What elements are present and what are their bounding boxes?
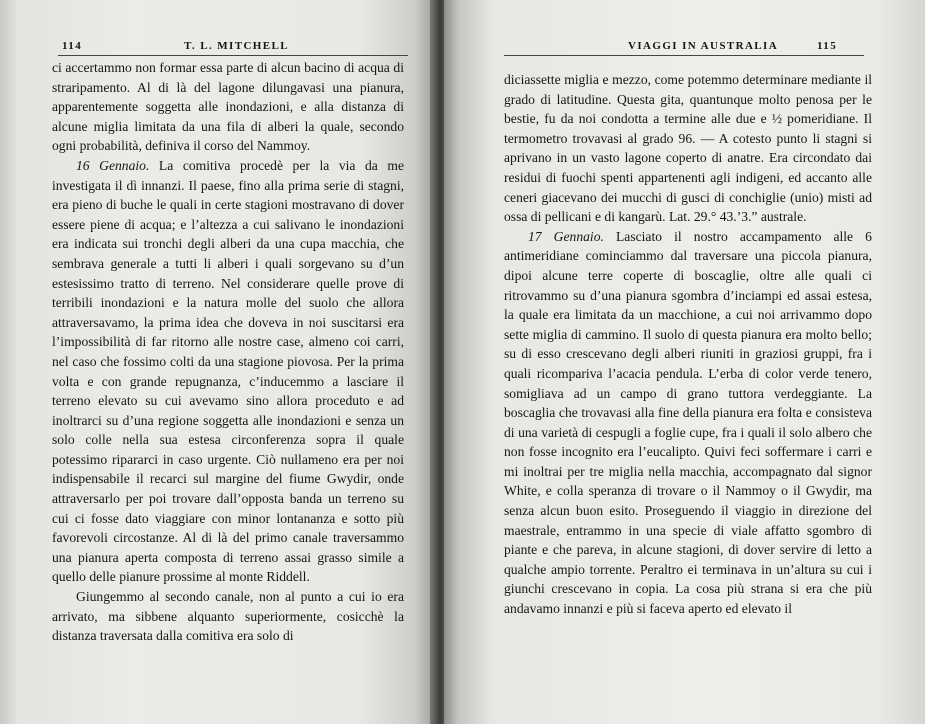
right-running-head: VIAGGI IN AUSTRALIA: [628, 40, 779, 52]
paragraph-text: ci accertammo non formar essa parte di alcun bacino di acqua di straripamento. Al di là del lagone dilungavasi una pianura, apparentemente soggetta alle inondazioni, e alla distanza di alcune miglia limitata da una fila di alberi la quale, secondo ogni probabilità, definiva il corso del Nammoy.: [52, 60, 404, 154]
left-page-number: 114: [62, 40, 83, 52]
paragraph-text: La comitiva procedè per la via da me investigata il dì innanzi. Il paese, fino alla prima serie di stagni, era pieno di buche le quali in certe stagioni mostravano di dover essere piene di acqua; e l’altezza a cui salivano le inondazioni era indicata sui tronchi degli alberi da una cupa macchia, che sembrava generale a tutti li alberi i quali sorgevano su d’un estesissimo tratto di terreno. Nel considerare quelle prove di terribili inondazioni e la natura molle del suolo che allora attraversavamo, la prima idea che doveva in noi suscitarsi era l’impossibilità di far ritorno alle nostre case, almeno coi carri, nel caso che fossimo colti da una stagione piovosa. Per la prima volta e con grande repugnanza, c’inducemmo a lasciare il terreno elevato su cui avevamo sino allora proceduto e ad inoltrarci su d’una regione soggetta alle inondazioni e senza un solo colle nella sua estesa circonferenza sopra il quale potessimo ripararci in caso urgente. Ciò nullameno era per noi indispensabile il recarci sul margine del fiume Gwydir, onde attraversarlo per poi trovare dall’opposta banda un terreno su cui ci fosse dato viaggiare con minor lontananza e sotto più favorevoli circostanze. Al di là del primo canale traversammo una pianura aperta composta di terreno assai grasso simile a quello delle pianure prossime al monte Riddell.: [52, 157, 404, 585]
paragraph-text: diciassette miglia e mezzo, come potemmo determinare mediante il grado di latitudine. Questa gita, quantunque molto penosa per le bestie, fu da noi condotta a termine alle due e ½ pomeridiane. Il termometro trovavasi al grado 96. — A cotesto punto li stagni si aprivano in un vasto lagone coperto di anatre. Era circondato dai residui di fuochi spenti appartenenti agli indigeni, ed accanto alle ceneri giacevano dei mucchi di gusci di conchiglie (unio) misti ad ossa di pellicani e di kangarù. Lat. 29.° 43.’3.” australe.: [504, 72, 872, 225]
left-page: [0, 0, 436, 724]
left-header-rule: [58, 55, 408, 56]
left-running-head: T. L. MITCHELL: [184, 40, 289, 52]
paragraph-text: Lasciato il nostro accampamento alle 6 antimeridiane cominciammo dal traversare una piccola pianura, dipoi alcune terre coperte di boscaglie, oltre alle quali ci ritrovammo su d’una pianura sgombra d’inciampi ed assai estesa, la quale era limitata da un macchione, a cui noi arrivammo dopo sette miglia di cammino. Il suolo di questa pianura era molto bello; su di esso crescevano degli alberi riuniti in graziosi gruppi, fra i quali ricompariva l’acacia pendula. L’erba di color verde tenero, somigliava ad un campo di grano tuttora verdeggiante. La boscaglia che trovavasi alla fine della pianura era folta e consisteva di una varietà di cespugli a foglie cupe, fra i quali il solo albero che non fosse incognito era l’eucalipto. Quivi feci soffermare i carri e mi inoltrai per tre miglia nella macchia, accompagnato dal signor White, e colla speranza di trovare o il Nammoy o il Gwydir, ma senza alcun buon esito. Proseguendo il viaggio in direzione del maestrale, entrammo in una specie di viale affatto sgombro di piante e che pareva, in alcune stagioni, di dover servire di letto a qualche ampio torrente. Peraltro ei terminava in un’altura su cui i giunchi crescevano in copia. La cosa più strana si era che più andavamo innanzi e più si faceva aperto ed elevato il: [504, 228, 872, 617]
right-page-number: 115: [817, 40, 838, 52]
paragraph: [52, 587, 404, 646]
entry-date: 17 Gennaio.: [528, 228, 604, 244]
right-header-rule: [504, 55, 864, 56]
paragraph: [504, 70, 872, 227]
right-page: [444, 0, 925, 724]
paragraph: [52, 156, 404, 587]
right-page-text: [504, 70, 872, 619]
paragraph: [52, 58, 404, 156]
entry-date: 16 Gennaio.: [76, 157, 150, 173]
paragraph: [504, 227, 872, 619]
paragraph-text: Giungemmo al secondo canale, non al punto a cui io era arrivato, ma sibbene alquanto superiormente, cosicchè la distanza traversata dalla comitiva era solo di: [52, 589, 404, 644]
left-page-text: [52, 58, 404, 646]
